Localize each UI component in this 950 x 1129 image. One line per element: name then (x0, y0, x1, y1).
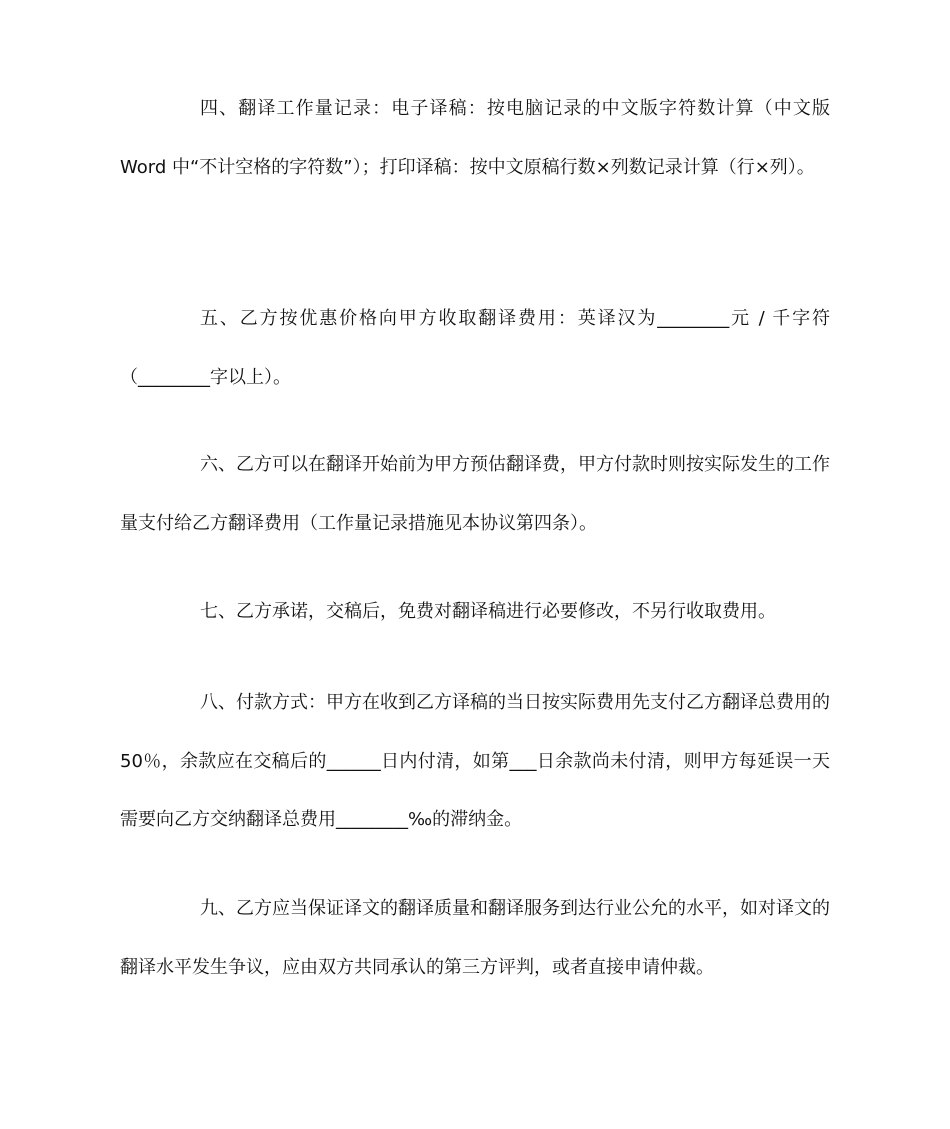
clause-6-fee-estimate: 六、乙方可以在翻译开始前为甲方预估翻译费，甲方付款时则按实际发生的工作量支付给乙方翻译费用（工作量记录措施见本协议第四条）。 (120, 454, 830, 534)
clause-5-translation-fee: 五、乙方按优惠价格向甲方收取翻译费用：英译汉为________元 / 千字符（________字以上）。 (120, 308, 830, 388)
clause-9-quality-guarantee: 九、乙方应当保证译文的翻译质量和翻译服务到达行业公允的水平，如对译文的翻译水平发生争议，应由双方共同承认的第三方评判，或者直接申请仲裁。 (120, 898, 830, 978)
clause-7-free-revision: 七、乙方承诺，交稿后，免费对翻译稿进行必要修改，不另行收取费用。 (200, 601, 776, 622)
clause-8-payment-method: 八、付款方式：甲方在收到乙方译稿的当日按实际费用先支付乙方翻译总费用的 50％，余款应在交稿后的______日内付清，如第___日余款尚未付清，则甲方每延误一天需要向乙方交纳翻译总费用________‰的滞纳金。 (120, 692, 830, 831)
clause-4-workload-record: 四、翻译工作量记录：电子译稿：按电脑记录的中文版字符数计算（中文版Word 中“不计空格的字符数”）；打印译稿：按中文原稿行数×列数记录计算（行×列）。 (120, 98, 830, 178)
